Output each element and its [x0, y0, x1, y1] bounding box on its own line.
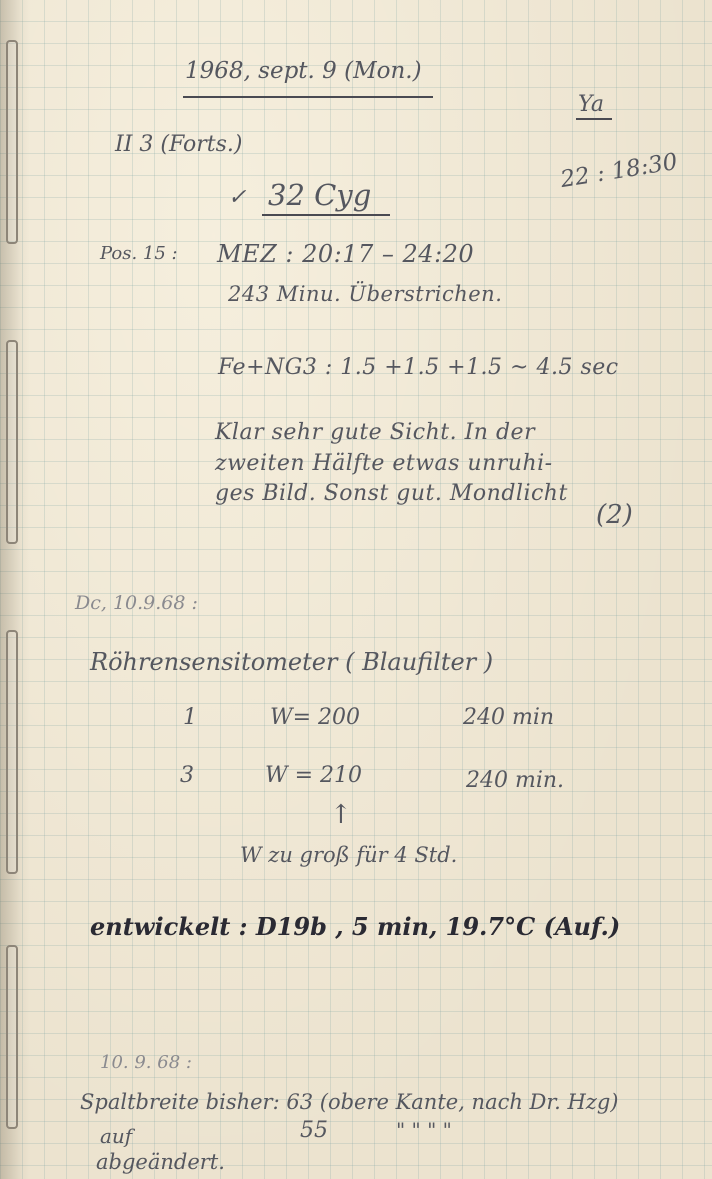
quality-rating: (2) [596, 500, 633, 530]
binding-stitch [6, 340, 18, 544]
slit-changed-note: abgeändert. [96, 1150, 225, 1174]
row-number: 1 [183, 705, 197, 730]
slit-note-date: 10. 9. 68 : [100, 1052, 192, 1073]
sidereal-time-note: 22 : 18:30 [558, 148, 680, 194]
row-w-value: W = 210 [265, 763, 363, 788]
binding-stitch [6, 945, 18, 1129]
star-name: 32 Cyg [268, 178, 372, 212]
row-time: 240 min [463, 705, 555, 730]
exposure-line: Fe+NG3 : 1.5 +1.5 +1.5 ~ 4.5 sec [218, 355, 619, 380]
met-time-range: MEZ : 20:17 – 24:20 [217, 240, 475, 268]
binding-stitch [6, 630, 18, 874]
binding-stitch [6, 40, 18, 244]
slit-width-line: Spaltbreite bisher: 63 (obere Kante, nach Dr. Hzg) [80, 1090, 619, 1114]
row-w-value: W= 200 [270, 705, 361, 730]
remarks-line: Klar sehr gute Sicht. In der [215, 420, 536, 445]
remarks-line: zweiten Hälfte etwas unruhi- [215, 451, 553, 476]
remarks-line: ges Bild. Sonst gut. Mondlicht [215, 481, 568, 506]
observer-initials: Ya [578, 92, 604, 117]
ditto-marks: " " " " [396, 1118, 452, 1142]
star-underline [262, 214, 390, 216]
initials-underline [576, 118, 612, 120]
position-label: Pos. 15 : [100, 243, 178, 264]
sensitometer-title: Röhrensensitometer ( Blaufilter ) [90, 648, 494, 676]
up-arrow-icon: ↑ [330, 800, 352, 830]
duration-note: 243 Minu. Überstrichen. [228, 282, 503, 306]
densitometry-date: Dc, 10.9.68 : [75, 592, 198, 614]
date-underline [183, 96, 433, 98]
slit-width-new-label: auf [100, 1124, 133, 1148]
row-number: 3 [180, 763, 194, 788]
entry-date: 1968, sept. 9 (Mon.) [185, 58, 422, 84]
row-time: 240 min. [466, 768, 565, 793]
check-mark: ✓ [228, 185, 247, 210]
sensitometer-comment: W zu groß für 4 Std. [240, 843, 458, 867]
section-label: II 3 (Forts.) [115, 132, 243, 157]
development-line: entwickelt : D19b , 5 min, 19.7°C (Auf.) [90, 912, 621, 941]
slit-width-new-value: 55 [300, 1118, 328, 1143]
